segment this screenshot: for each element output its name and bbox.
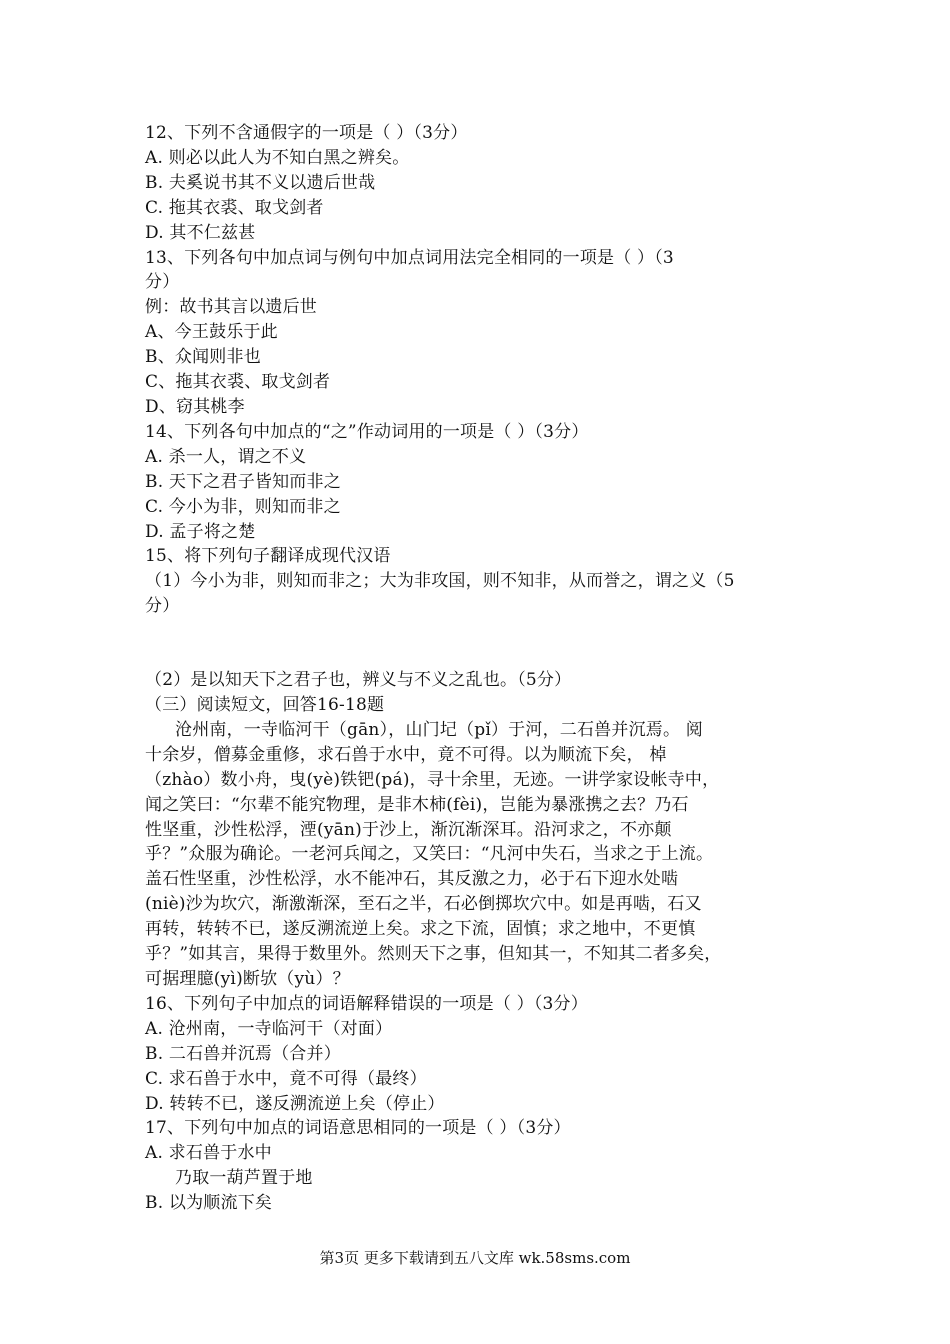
passage-line: 再转，转转不已，遂反溯流逆上矣。求之下流，固慎；求之地中，不更慎 bbox=[145, 919, 696, 940]
q15-item1-line1: （1）今小为非，则知而非之；大为非攻国，则不知非，从而誉之，谓之义（5 bbox=[145, 571, 735, 592]
q12-option-b: B. 夫奚说书其不义以遗后世哉 bbox=[145, 172, 376, 193]
passage-line: 乎？”众服为确论。一老河兵闻之，又笑曰：“凡河中失石，当求之于上流。 bbox=[145, 844, 714, 865]
q14-option-c: C. 今小为非，则知而非之 bbox=[145, 496, 341, 517]
q16-option-b: B. 二石兽并沉焉（合并） bbox=[145, 1043, 341, 1064]
q13-option-d: D、窃其桃李 bbox=[145, 396, 245, 417]
q17-option-a-line1: A. 求石兽于水中 bbox=[145, 1143, 272, 1164]
q13-stem-line2: 分） bbox=[145, 272, 180, 293]
q14-option-d: D. 孟子将之楚 bbox=[145, 521, 256, 542]
passage-line: 盖石性坚重，沙性松浮，水不能冲石，其反激之力，必于石下迎水处啮 bbox=[145, 869, 679, 890]
q17-option-a-line2: 乃取一葫芦置于地 bbox=[175, 1168, 313, 1189]
q13-option-a: A、今王鼓乐于此 bbox=[145, 322, 278, 343]
q12-option-c: C. 拖其衣裘、取戈剑者 bbox=[145, 197, 324, 218]
q16-option-c: C. 求石兽于水中，竟不可得（最终） bbox=[145, 1068, 427, 1089]
q15-item2: （2）是以知天下之君子也，辨义与不义之乱也。（5分） bbox=[145, 670, 572, 691]
q16-stem: 16、下列句子中加点的词语解释错误的一项是（ ）（3分） bbox=[145, 993, 588, 1014]
q15-stem: 15、将下列句子翻译成现代汉语 bbox=[145, 546, 391, 567]
document-body bbox=[145, 121, 825, 1216]
q15-item1-line2: 分） bbox=[145, 596, 180, 617]
q13-option-c: C、拖其衣裘、取戈剑者 bbox=[145, 372, 331, 393]
q17-option-b-line1: B. 以为顺流下矣 bbox=[145, 1193, 273, 1214]
passage-line: 乎？”如其言，果得于数里外。然则天下之事，但知其一，不知其二者多矣， bbox=[145, 944, 722, 965]
answer-space bbox=[145, 619, 825, 668]
q16-option-d: D. 转转不已，遂反溯流逆上矣（停止） bbox=[145, 1093, 445, 1114]
q12-option-d: D. 其不仁兹甚 bbox=[145, 222, 256, 243]
passage-line: 可据理臆(yì)断欤（yù）？ bbox=[145, 969, 350, 989]
passage-line: 沧州南，一寺临河干（gān），山门圮（pǐ）于河，二石兽并沉焉。 阅 bbox=[175, 719, 703, 740]
q17-stem: 17、下列句中加点的词语意思相同的一项是（ ）（3分） bbox=[145, 1118, 571, 1139]
q14-stem: 14、下列各句中加点的“之”作动词用的一项是（ ）（3分） bbox=[145, 421, 589, 442]
section3-heading: （三）阅读短文，回答16-18题 bbox=[145, 695, 385, 716]
q12-option-a: A. 则必以此人为不知白黑之辨矣。 bbox=[145, 147, 410, 168]
passage-line: 性坚重，沙性松浮，湮(yān)于沙上，渐沉渐深耳。沿河求之，不亦颠 bbox=[145, 819, 672, 840]
q13-option-b: B、众闻则非也 bbox=[145, 347, 261, 368]
q13-stem-line1: 13、下列各句中加点词与例句中加点词用法完全相同的一项是（ ）（3 bbox=[145, 247, 674, 268]
q12-stem: 12、下列不含通假字的一项是（ ）（3分） bbox=[145, 123, 468, 143]
passage-line: （zhào）数小舟，曳(yè)铁钯(pá)，寻十余里，无迹。一讲学家设帐寺中， bbox=[145, 769, 720, 790]
passage-line: 十余岁，僧募金重修，求石兽于水中，竟不可得。以为顺流下矣， 棹 bbox=[145, 744, 667, 765]
q13-example: 例：故书其言以遗后世 bbox=[145, 297, 317, 318]
passage-line: (niè)沙为坎穴，渐激渐深，至石之半，石必倒掷坎穴中。如是再啮，石又 bbox=[145, 894, 702, 915]
passage-line: 闻之笑曰：“尔辈不能究物理，是非木柿(fèi)，岂能为暴涨携之去？乃石 bbox=[145, 794, 689, 815]
q16-option-a: A. 沧州南，一寺临河干（对面） bbox=[145, 1018, 393, 1039]
page-footer: 第3页 更多下载请到五八文库 wk.58sms.com bbox=[319, 1249, 631, 1267]
q14-option-b: B. 天下之君子皆知而非之 bbox=[145, 471, 341, 492]
q14-option-a: A. 杀一人，谓之不义 bbox=[145, 446, 307, 467]
